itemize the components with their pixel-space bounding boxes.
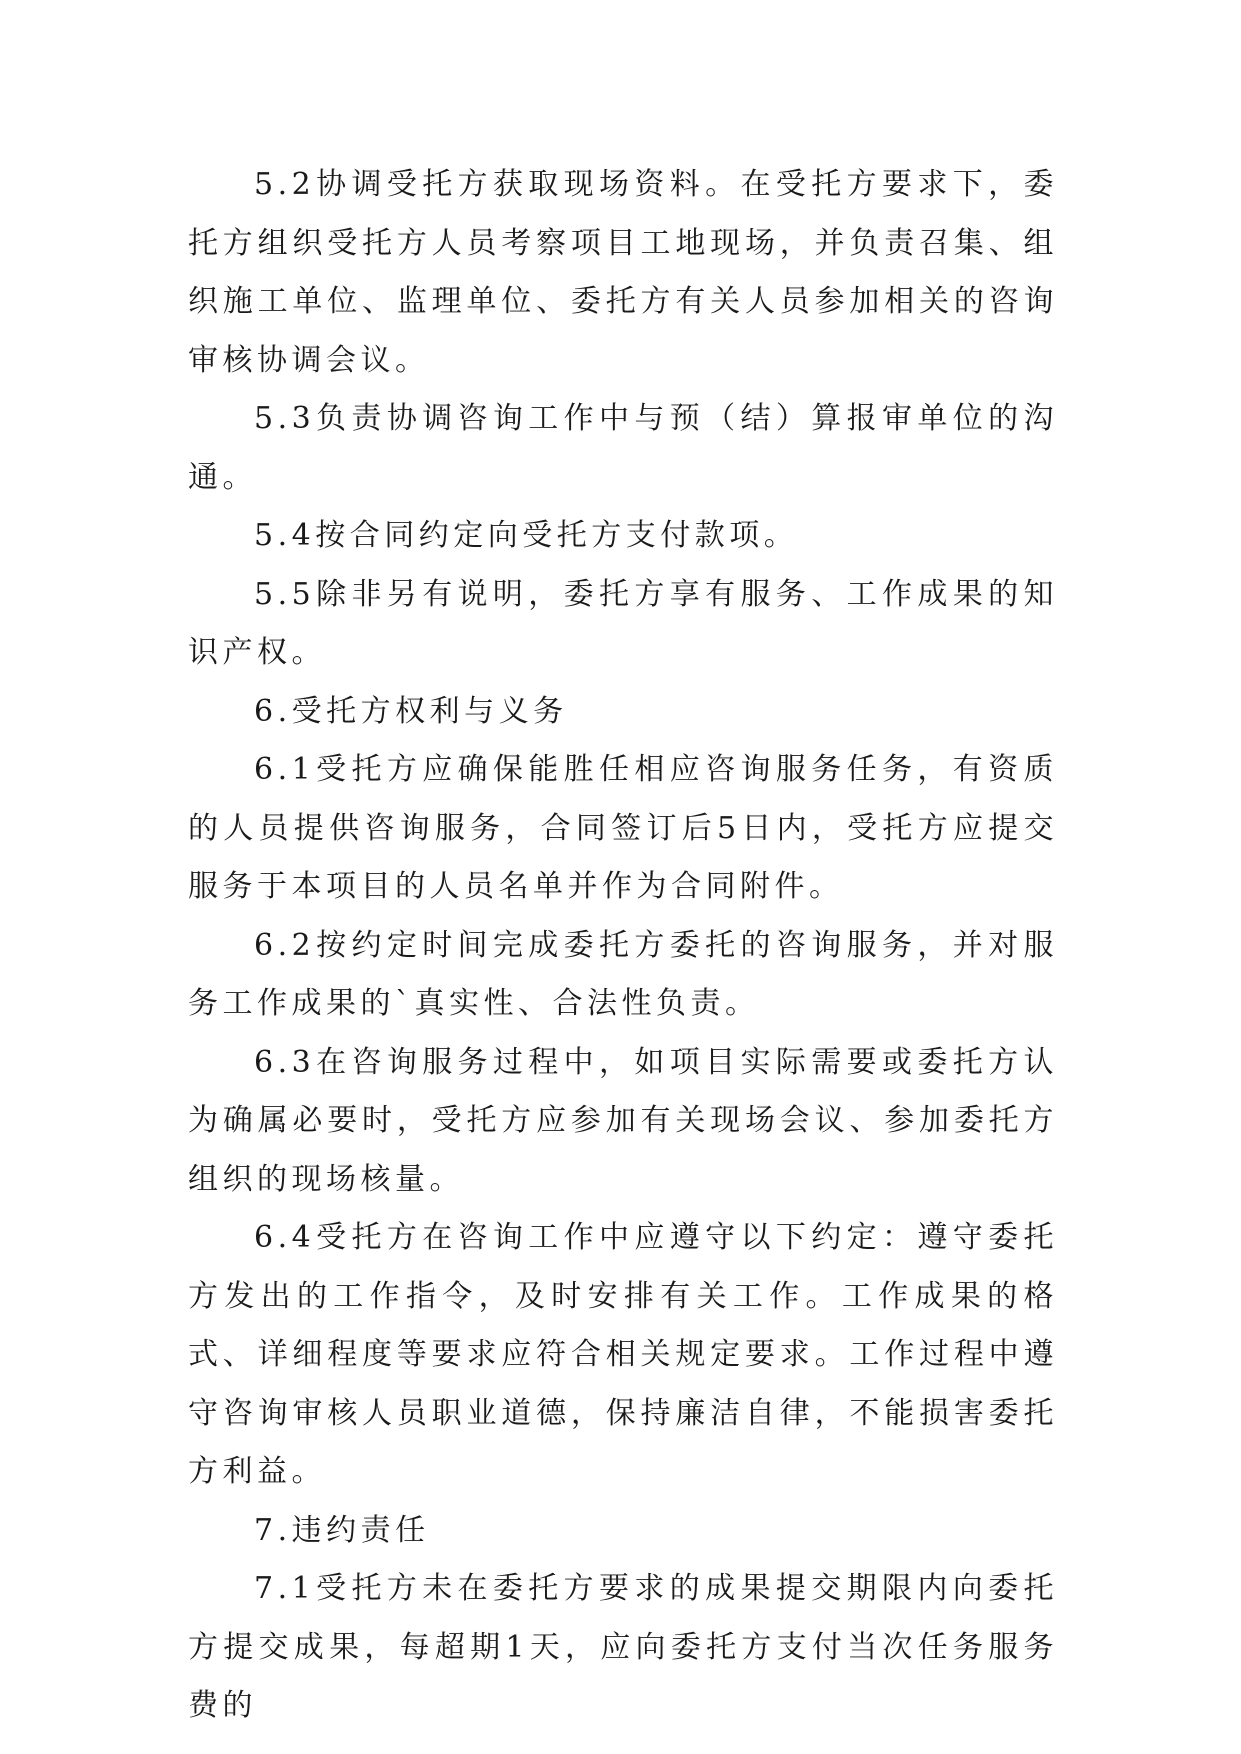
paragraph-5-3: 5.3负责协调咨询工作中与预（结）算报审单位的沟通。: [188, 401, 1058, 495]
section-heading-6: 6.受托方权利与义务: [254, 693, 568, 729]
paragraph-6-3: 6.3在咨询服务过程中，如项目实际需要或委托方认为确属必要时，受托方应参加有关现场会议、参加委托方组织的现场核量。: [188, 1044, 1058, 1197]
paragraph-5-2: 5.2协调受托方获取现场资料。在受托方要求下，委托方组织受托方人员考察项目工地现场，并负责召集、组织施工单位、监理单位、委托方有关人员参加相关的咨询审核协调会议。: [188, 167, 1058, 378]
paragraph-5-5: 5.5除非另有说明，委托方享有服务、工作成果的知识产权。: [188, 576, 1058, 670]
paragraph-6-2: 6.2按约定时间完成委托方委托的咨询服务，并对服务工作成果的`真实性、合法性负责。: [188, 927, 1058, 1021]
paragraph-7-1: 7.1受托方未在委托方要求的成果提交期限内向委托方提交成果，每超期1天，应向委托方支付当次任务服务费的: [188, 1571, 1058, 1723]
paragraph-5-4: 5.4按合同约定向受托方支付款项。: [254, 518, 799, 553]
paragraph-6-4: 6.4受托方在咨询工作中应遵守以下约定：遵守委托方发出的工作指令，及时安排有关工作。工作成果的格式、详细程度等要求应符合相关规定要求。工作过程中遵守咨询审核人员职业道德，保持廉洁自律，不能损害委托方利益。: [188, 1220, 1058, 1489]
section-heading-7: 7.违约责任: [254, 1512, 430, 1548]
document-body: [188, 156, 1058, 1736]
paragraph-6-1: 6.1受托方应确保能胜任相应咨询服务任务，有资质的人员提供咨询服务，合同签订后5日内，受托方应提交服务于本项目的人员名单并作为合同附件。: [188, 752, 1058, 904]
